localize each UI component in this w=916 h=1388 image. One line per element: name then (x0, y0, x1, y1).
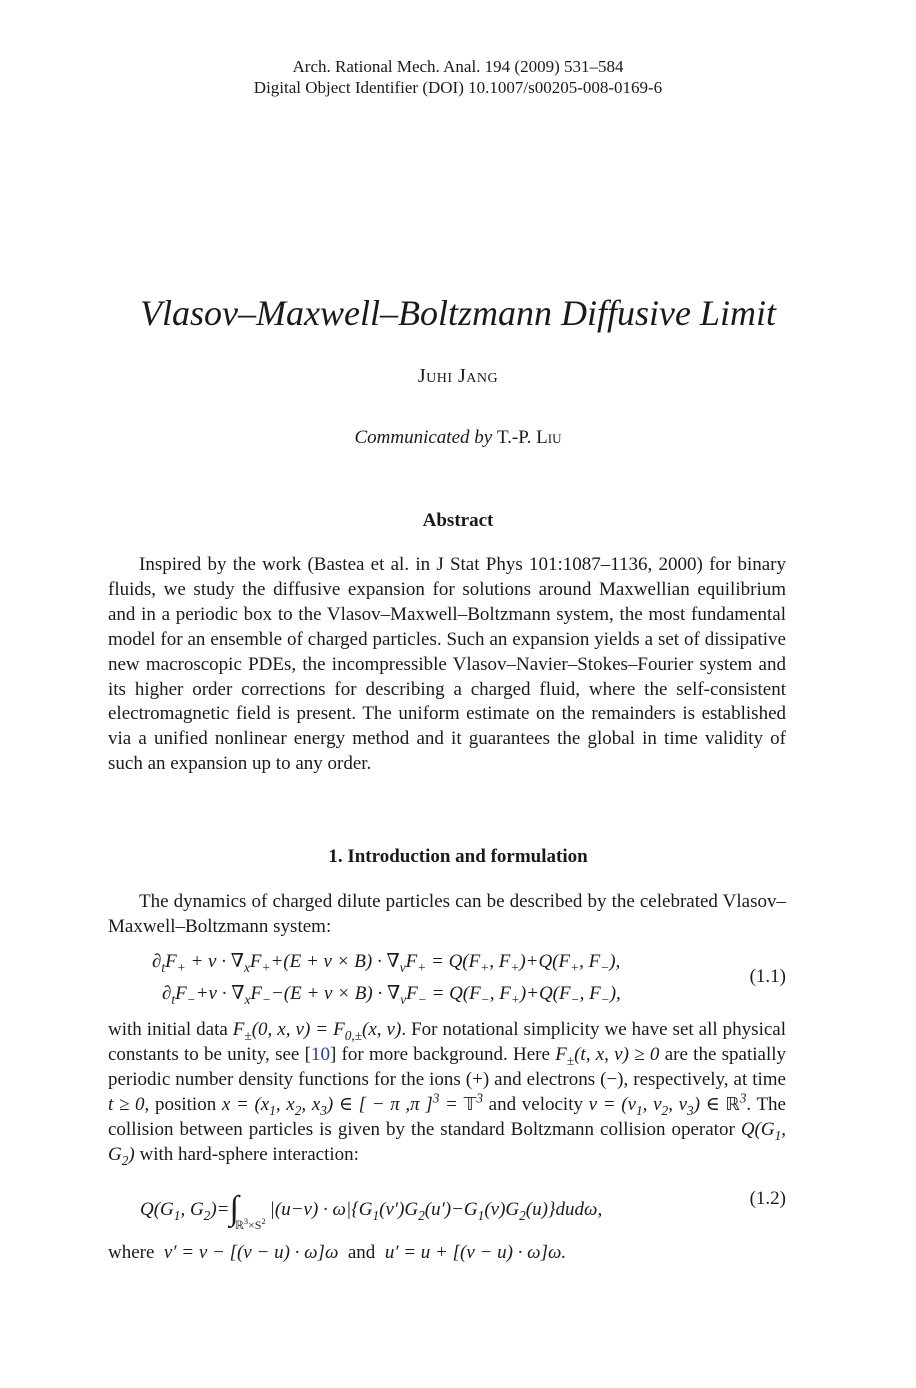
time-math: t ≥ 0 (108, 1094, 145, 1115)
v-prime-math: v′ = v − [(v − u) · ω]ω (163, 1242, 339, 1263)
formulation-paragraph: with initial data $F_\pm(0$, x, $v) = F_{0,\pm}(x$, v). For notational simplicity we have set all physical constants to be unity, see [10] for more background. Here $F_\pm(t$, x, v) ≥ 0 are the spatially periodic number density functions for the ions (+) and electrons (−), respectively, at time t ≥ 0, position $x = (x_1$, $x_2$, $x_3$) ∈ [ − π ,π ]$^3$ = 𝕋$^3$ and velocity $v = (v_1$, $v_2$, $v_3$) ∈ ℝ$^3$. The collision between particles is given by the standard Boltzmann collision operator $Q(G_1$, $G_2$) with hard-sphere interaction: (108, 1019, 787, 1168)
abstract-text: Inspired by the work (Bastea et al. in J Stat Phys 101:1087–1136, 2000) for binary fluids, we study the diffusive expansion for solutions around Maxwellian equilibrium and in a periodic box to the Vlasov–Maxwell–Boltzmann system, the most fundamental model for an ensemble of charged particles. Such an expansion yields a set of dissipative new macroscopic PDEs, the incompressible Vlasov–Navier–Stokes–Fourier system and its higher order corrections for describing a charged fluid, where the self-consistent electromagnetic field is present. The uniform estimate on the remainders is established via a unified nonlinear energy method and it guarantees the global in time validity of such an expansion up to any order. (108, 554, 786, 775)
paper-title: Vlasov–Maxwell–Boltzmann Diffusive Limit (140, 293, 776, 333)
equation-1-2-body: $Q(G_1$, $G_2)=\int_{ℝ^3\times S^2}|(u-v) \cdot \omega|\{G_1(v')G_2(u')-G_1(v)G_2(u)\}dud\omega$, (140, 1190, 603, 1232)
equation-1-1-line-1: $\partial_tF_+ + v \cdot \nabla_xF_++(E + v \times B) \cdot \nabla_vF_+ = Q(F_+$, $F_+)+Q(F_+$, $F_-$), (152, 951, 621, 975)
density-function-math: $F_\pm(t$, x, v) ≥ 0 (555, 1044, 660, 1068)
intro-paragraph: The dynamics of charged dilute particles can be described by the celebrated Vlasov–Maxwell–Boltzmann system: (108, 891, 786, 937)
reference-link-10[interactable]: 10 (310, 1044, 330, 1065)
section-heading: 1. Introduction and formulation (328, 846, 588, 867)
journal-header (0, 56, 916, 98)
collision-operator-math: $Q(G_1$, $G_2$) (108, 1119, 786, 1168)
communicated-prefix: Communicated by (354, 427, 493, 448)
doi-line: Digital Object Identifier (DOI) 10.1007/s00205-008-0169-6 (253, 78, 663, 97)
author-name: Juhi Jang (417, 365, 499, 387)
position-math: $x = (x_1$, $x_2$, $x_3$) ∈ [ − π ,π ]$^3$ = 𝕋$^3$ (221, 1090, 483, 1118)
equation-1-1-line-2: $\partial_tF_-+v \cdot \nabla_xF_--(E + v \times B) \cdot \nabla_vF_- = Q(F_-$, $F_+)+Q(F_-$, $F_-$), (162, 983, 621, 1007)
where-line: where v′ = v − [(v − u) · ω]ω and u′ = u + [(v − u) · ω]ω. (108, 1242, 567, 1263)
equation-number-1-1: (1.1) (749, 966, 786, 987)
velocity-math: $v = (v_1$, $v_2$, $v_3$) ∈ ℝ$^3$ (588, 1090, 747, 1118)
communicated-by (0, 427, 916, 449)
journal-citation: Arch. Rational Mech. Anal. 194 (2009) 531–584 (292, 57, 624, 76)
communicator-name: T.-P. Liu (496, 427, 562, 448)
equation-number-1-2: (1.2) (749, 1188, 786, 1209)
equation-1-1 (108, 950, 786, 1010)
equation-1-2 (108, 1180, 786, 1232)
u-prime-math: u′ = u + [(v − u) · ω]ω. (384, 1242, 567, 1263)
initial-data-math: $F_\pm(0$, x, $v) = F_{0,\pm}(x$, v) (232, 1019, 402, 1043)
abstract-heading: Abstract (422, 510, 494, 531)
